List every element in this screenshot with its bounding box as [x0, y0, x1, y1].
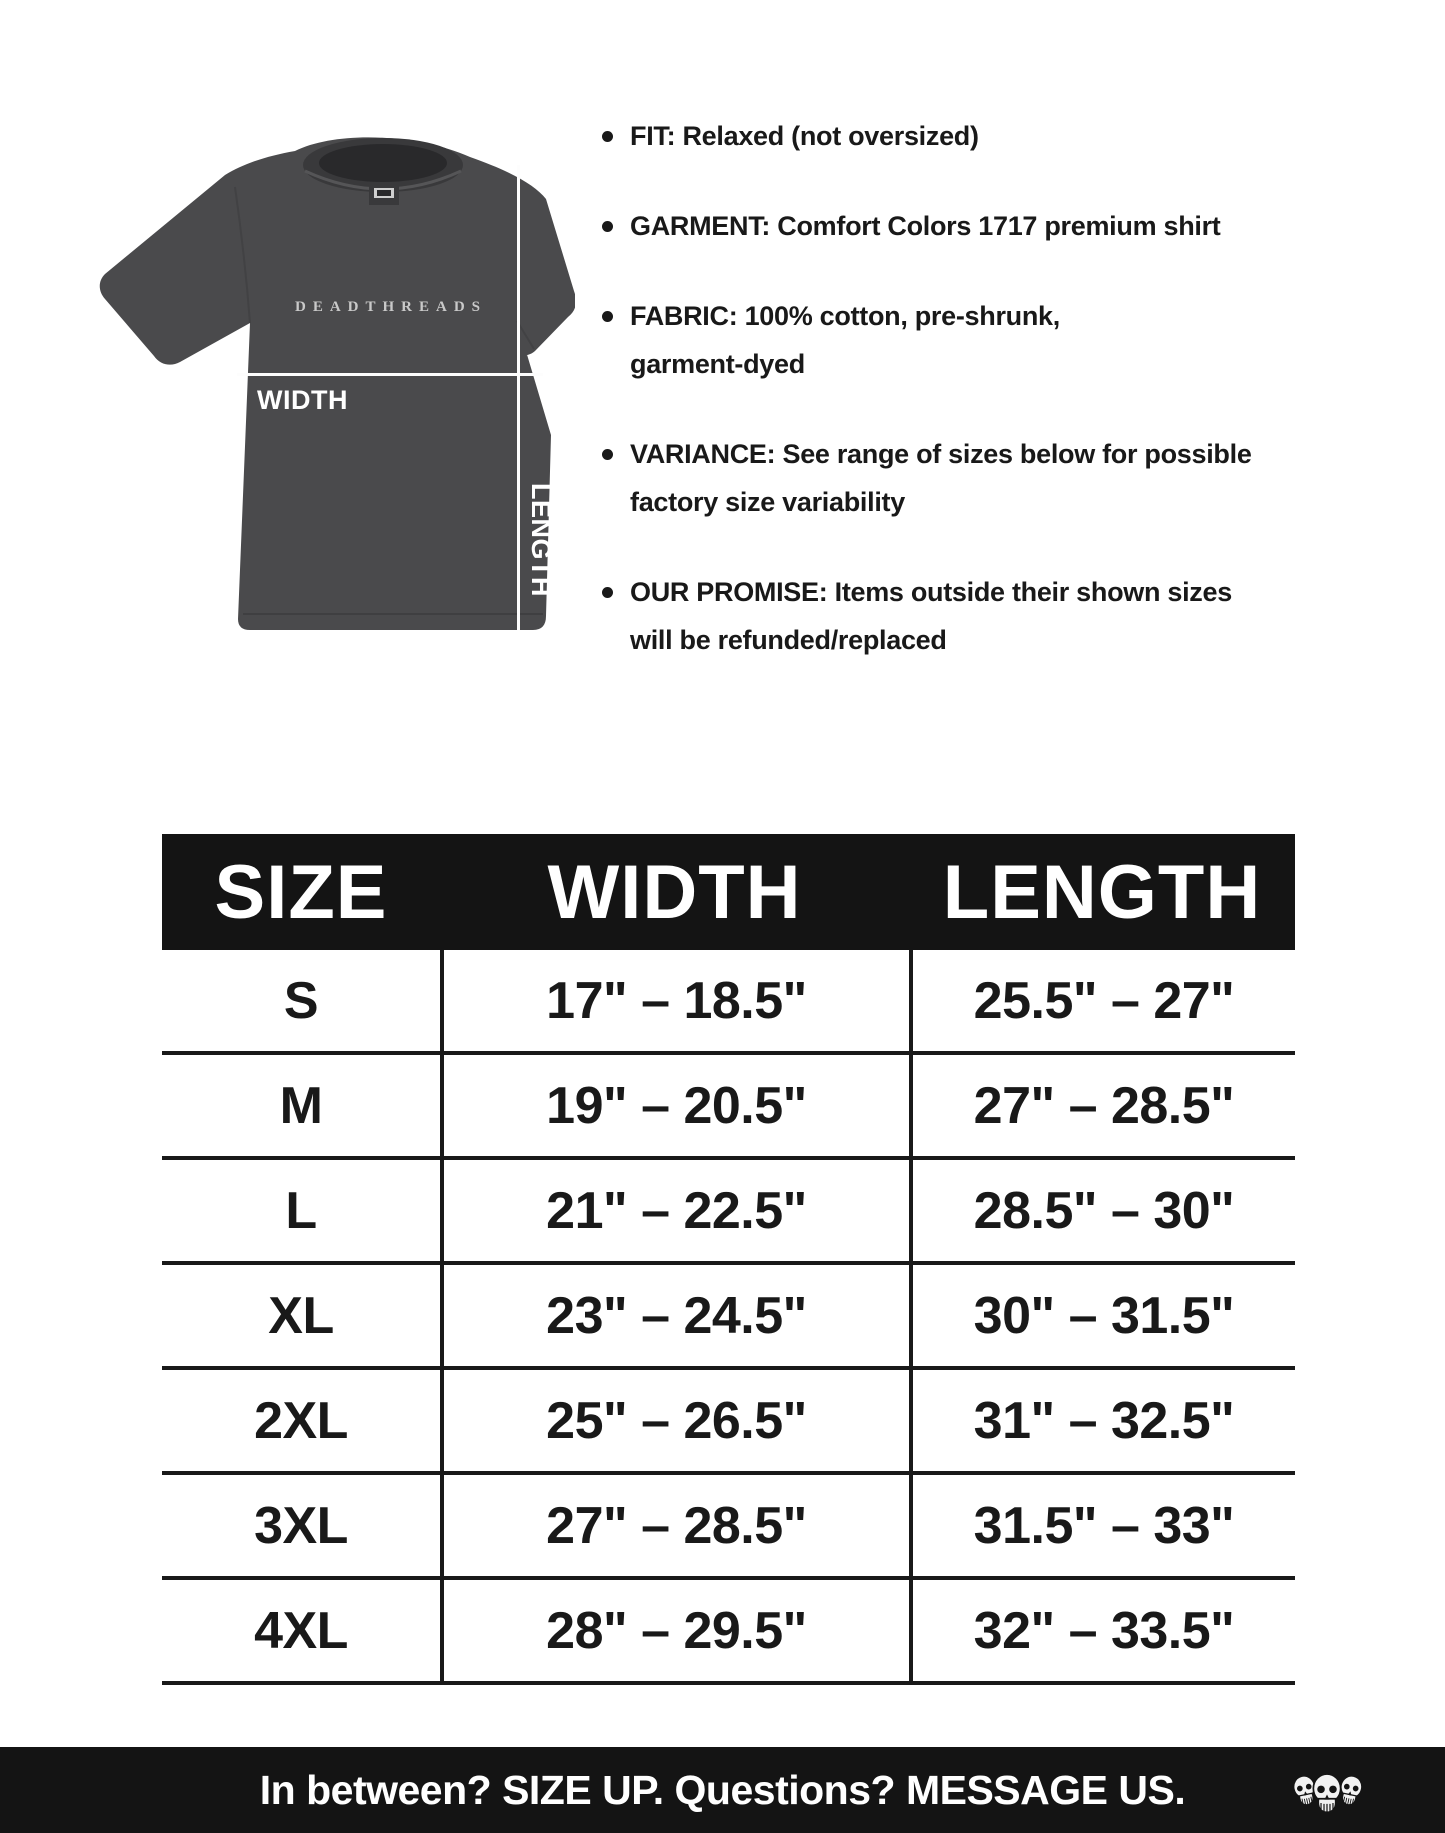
table-row: [162, 950, 1295, 1055]
table-row: [162, 1475, 1295, 1580]
spec-text: will be refunded/replaced: [630, 625, 947, 655]
cell-size: 4XL: [254, 1601, 348, 1660]
cell-length: 28.5" – 30": [909, 1160, 1295, 1261]
spec-text: OUR PROMISE: Items outside their shown sizes: [630, 577, 1232, 607]
cell-length: 31" – 32.5": [909, 1370, 1295, 1471]
table-row: [162, 1055, 1295, 1160]
cell-size: S: [283, 971, 319, 1030]
bullet-dot: [602, 221, 613, 232]
cell-length: 31.5" – 33": [909, 1475, 1295, 1576]
cell-width: 19" – 20.5": [440, 1055, 909, 1156]
cell-width: 17" – 18.5": [440, 950, 909, 1051]
header-cell-length: LENGTH: [942, 849, 1262, 935]
spec-list: [600, 112, 1320, 706]
bullet-dot: [602, 311, 613, 322]
bullet-dot: [602, 449, 613, 460]
spec-item-variance: [600, 430, 1320, 526]
width-label: WIDTH: [257, 385, 348, 415]
cell-size: L: [285, 1181, 317, 1240]
length-label: LENGTH: [526, 483, 556, 597]
bullet-dot: [602, 131, 613, 142]
cell-width: 23" – 24.5": [440, 1265, 909, 1366]
cell-width: 27" – 28.5": [440, 1475, 909, 1576]
cell-length: 27" – 28.5": [909, 1055, 1295, 1156]
cell-width: 25" – 26.5": [440, 1370, 909, 1471]
table-header: [162, 834, 1295, 950]
cell-width: 28" – 29.5": [440, 1580, 909, 1681]
shirt-brand-text: DEADTHREADS: [295, 299, 488, 315]
table-row: [162, 1580, 1295, 1685]
footer-text: In between? SIZE UP. Questions? MESSAGE US.: [259, 1766, 1186, 1813]
footer-bar: [0, 1747, 1445, 1833]
spec-text: GARMENT: Comfort Colors 1717 premium shirt: [630, 211, 1221, 241]
header-cell-width: WIDTH: [547, 849, 802, 935]
table-row: [162, 1160, 1295, 1265]
tshirt-image: [85, 125, 575, 640]
cell-size: XL: [268, 1286, 334, 1345]
tshirt-diagram: [85, 125, 575, 640]
header-cell-size: SIZE: [214, 849, 388, 935]
three-skulls-icon: [1281, 1758, 1373, 1822]
cell-size: M: [279, 1076, 323, 1135]
cell-length: 32" – 33.5": [909, 1580, 1295, 1681]
cell-length: 25.5" – 27": [909, 950, 1295, 1051]
spec-text: garment-dyed: [630, 349, 805, 379]
cell-size: 2XL: [254, 1391, 348, 1450]
table-row: [162, 1265, 1295, 1370]
spec-text: factory size variability: [630, 487, 905, 517]
spec-text: FABRIC: 100% cotton, pre-shrunk,: [630, 301, 1060, 331]
size-table: [162, 834, 1295, 1685]
spec-text: VARIANCE: See range of sizes below for possible: [630, 439, 1252, 469]
spec-item-promise: [600, 568, 1320, 664]
table-row: [162, 1370, 1295, 1475]
cell-size: 3XL: [254, 1496, 348, 1555]
spec-item-fabric: [600, 292, 1320, 388]
bullet-dot: [602, 587, 613, 598]
cell-length: 30" – 31.5": [909, 1265, 1295, 1366]
width-measure-line: [237, 373, 543, 376]
spec-item-garment: [600, 202, 1320, 250]
cell-width: 21" – 22.5": [440, 1160, 909, 1261]
spec-item-fit: [600, 112, 1320, 160]
spec-text: FIT: Relaxed (not oversized): [630, 121, 979, 151]
length-measure-line: [517, 165, 520, 630]
